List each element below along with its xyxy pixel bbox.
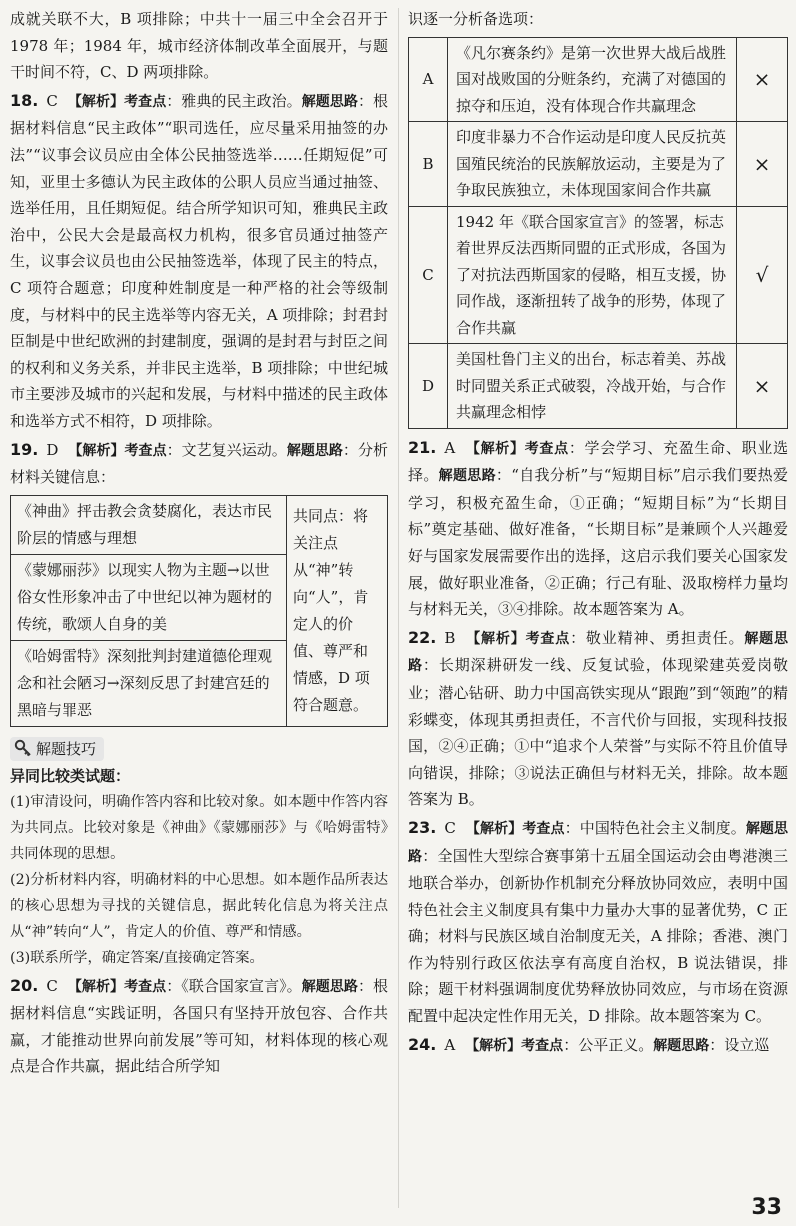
key-point: ：《联合国家宣言》。 xyxy=(166,976,302,995)
table-row xyxy=(11,495,388,554)
analysis-tag: 【解析】考查点 xyxy=(465,440,569,457)
column-divider xyxy=(398,8,399,1208)
thinking-tag: 解题思路 xyxy=(301,93,358,110)
table-cell: 《神曲》抨击教会贪婪腐化，表达市民阶层的情感与理想 xyxy=(11,495,287,554)
analysis-tag: 【解析】考查点 xyxy=(465,630,571,647)
analysis-tag: 【解析】考查点 xyxy=(67,978,167,995)
tip-box xyxy=(10,733,388,971)
analysis-tag: 【解析】考查点 xyxy=(67,93,167,110)
option-text: 印度非暴力不合作运动是印度人民反抗英国殖民统治的民族解放运动，主要是为了争取民族独立，未体现国家间合作共赢 xyxy=(448,122,737,207)
tip-badge xyxy=(10,737,104,761)
analysis-body: ：分析材料关键信息： xyxy=(10,440,388,487)
option-letter: A xyxy=(409,37,448,122)
question-number: 18. xyxy=(10,90,39,110)
option-row-d xyxy=(409,344,788,429)
answer-21 xyxy=(408,435,788,623)
thinking-tag: 解题思路 xyxy=(408,820,789,865)
answer-22 xyxy=(408,625,788,813)
tip-item: (3)联系所学，确定答案/直接确定答案。 xyxy=(10,949,264,966)
answer-20 xyxy=(10,973,388,1080)
table-cell: 《蒙娜丽莎》以现实人物为主题→以世俗女性形象冲击了中世纪以神为题材的传统，歌颂人自身的美 xyxy=(11,554,287,640)
question-number: 22. xyxy=(408,627,437,647)
thinking-tag: 解题思路 xyxy=(301,978,358,995)
answer-letter: A xyxy=(444,438,456,457)
page-number: 33 xyxy=(751,1195,782,1220)
wrong-mark: × xyxy=(737,122,788,207)
analysis-body: ：根据材料信息“实践证明，各国只有坚持开放包容、合作共赢，才能推动世界向前发展”等可知，材料体现的核心观点是合作共赢，据此结合所学知 xyxy=(10,976,388,1076)
analysis-body: ：长期深耕研发一线、反复试验，体现梁建英爱岗敬业；潜心钻研、助力中国高铁实现从“跟跑”到“领跑”的精彩蝶变，体现其勇担责任，不言代价与回报，实现科技报国，②④正确；①中“追求个人荣誉”与实际不符且价值导向错误，排除；③说法正确但与材料无关，排除。故本题答案为 B。 xyxy=(408,656,788,809)
thinking-tag: 解题思路 xyxy=(408,630,789,675)
question-number: 24. xyxy=(408,1034,437,1054)
key-point: ：学会学习、充盈生命、职业选择。 xyxy=(408,438,788,485)
answer-letter: B xyxy=(444,628,456,647)
question-number: 19. xyxy=(10,439,39,459)
key-point: ：文艺复兴运动。 xyxy=(166,440,287,459)
option-row-b xyxy=(409,122,788,207)
analysis-tag: 【解析】考查点 xyxy=(68,442,167,459)
answer-letter: C xyxy=(444,818,456,837)
analysis-body: ：“自我分析”与“短期目标”启示我们要热爱学习，积极充盈生命，①正确；“短期目标”为“长期目标”奠定基础、做好准备，“长期目标”是兼顾个人兴趣爱好与国家发展需要作出的选择，这启示我们要关心国家发展，做好职业准备，②正确；行己有耻、汲取榜样力量均与材料无关，③④排除。故本题答案为 A。 xyxy=(408,466,788,619)
thinking-tag: 解题思路 xyxy=(438,468,496,485)
answer-24 xyxy=(408,1032,788,1060)
answer-letter: A xyxy=(444,1035,456,1054)
key-point: ：公平正义。 xyxy=(563,1035,654,1054)
question-number: 23. xyxy=(408,817,437,837)
key-point: ：中国特色社会主义制度。 xyxy=(564,818,746,837)
option-letter: B xyxy=(409,122,448,207)
option-text: 1942 年《联合国家宣言》的签署，标志着世界反法西斯同盟的正式形成，各国为了对抗法西斯国家的侵略，相互支援，协同作战，逐渐扭转了战争的形势，体现了合作共赢 xyxy=(448,206,737,344)
key-icon xyxy=(14,739,32,757)
right-column xyxy=(408,6,788,1059)
common-point-cell: 共同点：将关注点从“神”转向“人”，肯定人的价值、尊严和情感，D 项符合题意。 xyxy=(287,495,388,726)
key-point: ：敬业精神、勇担责任。 xyxy=(570,628,745,647)
answer-19 xyxy=(10,437,388,491)
option-text: 《凡尔赛条约》是第一次世界大战后战胜国对战败国的分赃条约，充满了对德国的掠夺和压迫，没有体现合作共赢理念 xyxy=(448,37,737,122)
thinking-tag: 解题思路 xyxy=(286,442,343,459)
option-text: 美国杜鲁门主义的出台，标志着美、苏战时同盟关系正式破裂，冷战开始，与合作共赢理念相悖 xyxy=(448,344,737,429)
option-letter: C xyxy=(409,206,448,344)
option-row-c xyxy=(409,206,788,344)
tip-title: 异同比较类试题： xyxy=(10,766,131,785)
wrong-mark: × xyxy=(737,37,788,122)
answer-letter: D xyxy=(46,440,59,459)
tip-badge-label: 解题技巧 xyxy=(36,739,97,758)
option-row-a xyxy=(409,37,788,122)
correct-mark: √ xyxy=(737,206,788,344)
analysis-tag: 【解析】考查点 xyxy=(465,1037,564,1054)
q20-continuation: 识逐一分析备选项： xyxy=(408,10,544,28)
q17-continuation: 成就关联不大，B 项排除；中共十一届三中全会召开于 1978 年；1984 年，城市经济体制改革全面展开，与题干时间不符，C、D 两项排除。 xyxy=(10,10,388,82)
answer-letter: C xyxy=(46,91,58,110)
thinking-tag: 解题思路 xyxy=(653,1037,710,1054)
analysis-body: ：根据材料信息“民主政体”“职司选任，应尽量采用抽签的办法”“议事会议员应由全体公民抽签选举……任期短促”可知，亚里士多德认为民主政体的公职人员应当通过抽签、选举任用，且任期短促。结合所学知识可知，雅典民主政治中，公民大会是最高权力机构，很多官员通过抽签产生，议事会议员也由公民抽签选举，体现了民主的特点，C 项符合题意；印度种姓制度是一种严格的社会等级制度，与材料中的民主选举等内容无关，A 项排除；封君封臣制是中世纪欧洲的封建制度，强调的是封君与封臣之间的权利和义务关系，并非民主选举，B 项排除；中世纪城市主要涉及城市的兴起和发展，与材料中描述的民主政体和选举方式不相符，D 项排除。 xyxy=(10,91,388,430)
analysis-body: ：设立巡 xyxy=(709,1035,770,1054)
analysis-tag: 【解析】考查点 xyxy=(465,820,565,837)
analysis-body: ：全国性大型综合赛事第十五届全国运动会由粤港澳三地联合举办，创新协作机制充分释放协同效应，表明中国特色社会主义制度具有集中力量办大事的显著优势，C 正确；材料与民族区域自治制度无关，A 排除；香港、澳门作为特别行政区依法享有高度自治权，B 说法错误，排除；题干材料强调制度优势释放协同效应，与市场在资源配置中起决定性作用无关，D 排除。故本题答案为 C。 xyxy=(408,846,788,1026)
table-cell: 《哈姆雷特》深刻批判封建道德伦理观念和社会陋习→深刻反思了封建宫廷的黑暗与罪恶 xyxy=(11,640,287,726)
question-number: 21. xyxy=(408,437,437,457)
key-point: ：雅典的民主政治。 xyxy=(166,91,302,110)
answer-letter: C xyxy=(46,976,58,995)
options-table xyxy=(408,37,788,429)
answer-23 xyxy=(408,815,788,1030)
answer-18 xyxy=(10,88,388,435)
question-number: 20. xyxy=(10,975,39,995)
left-column xyxy=(10,6,388,1080)
wrong-mark: × xyxy=(737,344,788,429)
tip-item: (2)分析材料内容，明确材料的中心思想。如本题作品所表达的核心思想为寻找的关键信息，据此转化信息为将关注点从“神”转向“人”，肯定人的价值、尊严和情感。 xyxy=(10,871,388,940)
comparison-table xyxy=(10,495,388,727)
tip-item: (1)审清设问，明确作答内容和比较对象。如本题中作答内容为共同点。比较对象是《神曲》《蒙娜丽莎》与《哈姆雷特》共同体现的思想。 xyxy=(10,793,388,862)
option-letter: D xyxy=(409,344,448,429)
